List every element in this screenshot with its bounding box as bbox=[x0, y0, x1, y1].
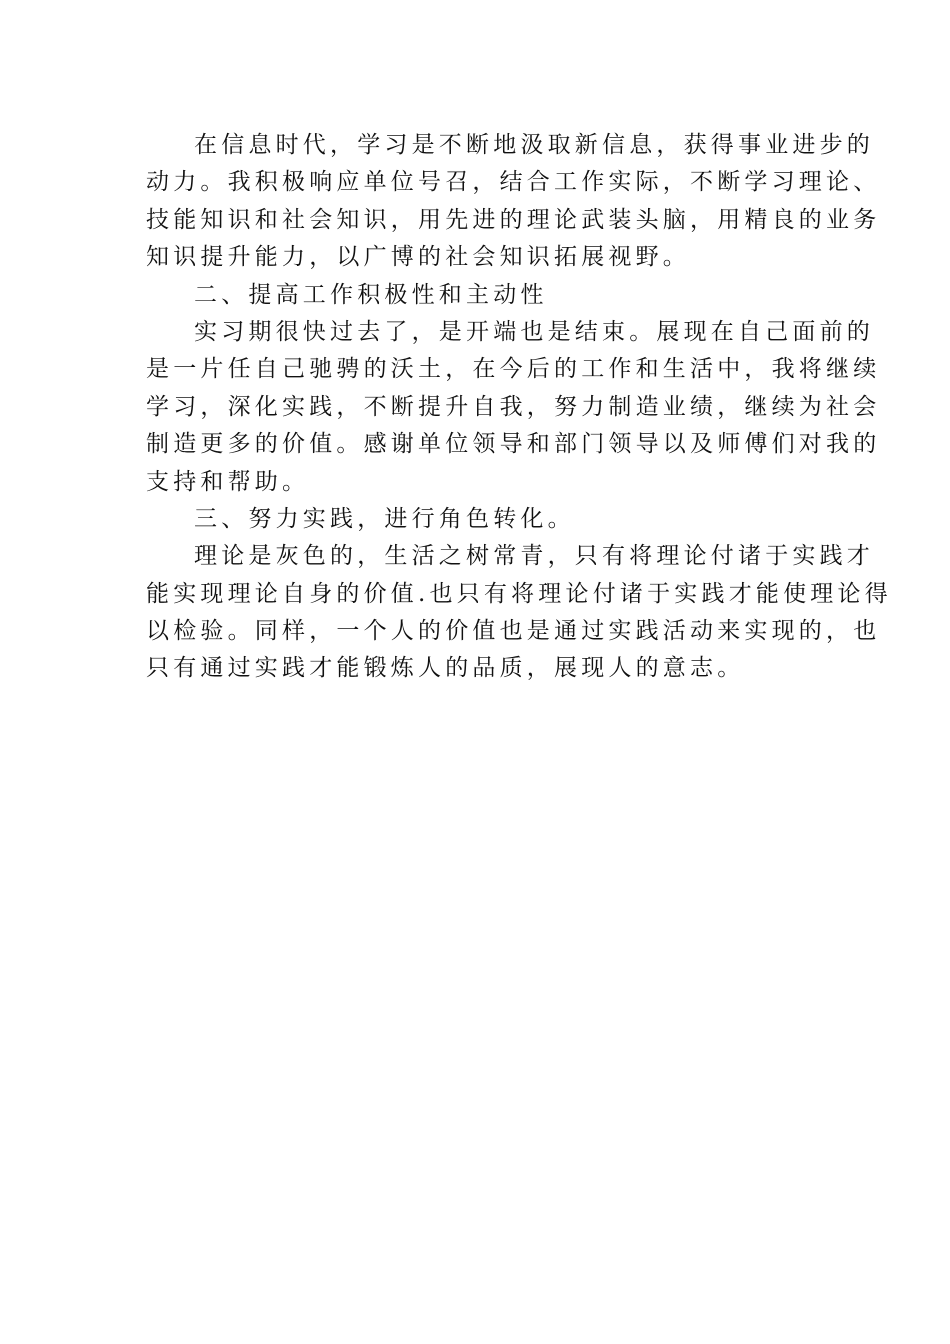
section-heading-3 bbox=[146, 501, 806, 538]
text-line: 动力。我积极响应单位号召，结合工作实际，不断学习理论、 bbox=[146, 169, 881, 196]
text-line: 在信息时代，学习是不断地汲取新信息，获得事业进步的 bbox=[194, 132, 874, 158]
text-line: 只有通过实践才能锻炼人的品质，展现人的意志。 bbox=[146, 655, 745, 682]
paragraph-internship bbox=[146, 314, 881, 501]
document-body bbox=[146, 127, 892, 688]
text-line: 学习，深化实践，不断提升自我，努力制造业绩，继续为社会 bbox=[146, 393, 881, 420]
text-line: 实习期很快过去了，是开端也是结束。展现在自己面前的 bbox=[194, 318, 874, 345]
text-line: 以检验。同样，一个人的价值也是通过实践活动来实现的，也 bbox=[146, 618, 881, 645]
paragraph-study bbox=[146, 127, 881, 277]
heading-line: 三、努力实践，进行角色转化。 bbox=[194, 505, 575, 532]
text-line: 支持和帮助。 bbox=[146, 468, 310, 495]
text-line: 是一片任自己驰骋的沃土，在今后的工作和生活中，我将继续 bbox=[146, 356, 881, 383]
heading-line: 二、提高工作积极性和主动性 bbox=[194, 281, 548, 308]
text-line: 制造更多的价值。感谢单位领导和部门领导以及师傅们对我的 bbox=[146, 431, 881, 458]
paragraph-practice bbox=[146, 538, 892, 688]
text-line: 技能知识和社会知识，用先进的理论武装头脑，用精良的业务 bbox=[146, 206, 881, 233]
text-line: 能实现理论自身的价值.也只有将理论付诸于实践才能使理论得 bbox=[146, 580, 892, 607]
text-line: 知识提升能力，以广博的社会知识拓展视野。 bbox=[146, 244, 690, 271]
section-heading-2 bbox=[146, 277, 806, 314]
text-line: 理论是灰色的，生活之树常青，只有将理论付诸于实践才 bbox=[194, 543, 874, 570]
